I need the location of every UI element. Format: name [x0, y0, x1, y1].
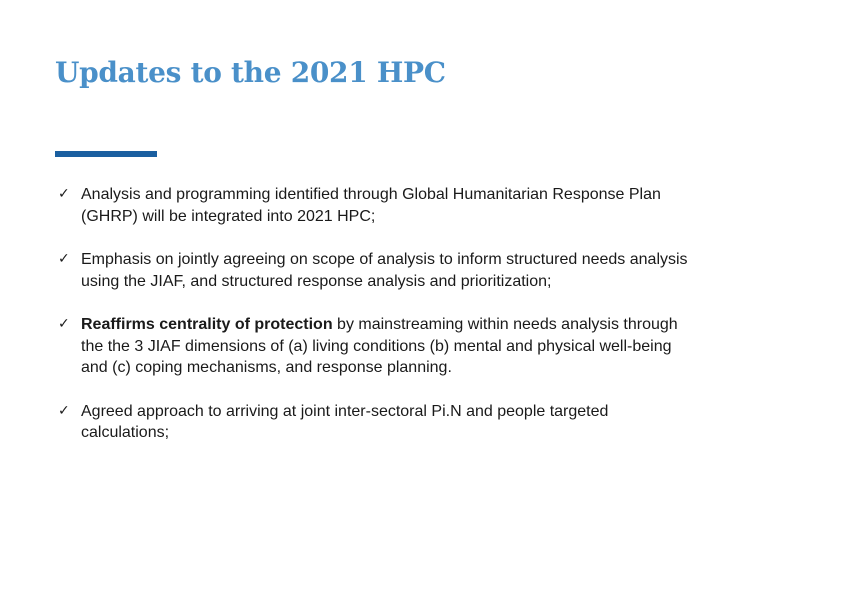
bullet-item — [58, 314, 698, 379]
bullet-item — [58, 401, 698, 444]
title-underline-bar — [55, 151, 157, 157]
bullet-list — [58, 184, 698, 466]
slide-title: Updates to the 2021 HPC — [55, 56, 446, 89]
check-icon: ✓ — [58, 251, 70, 267]
check-icon: ✓ — [58, 186, 70, 202]
bullet-text: by mainstreaming within needs analysis through the the 3 JIAF dimensions of (a) living conditions (b) mental and physical well-being and (c) coping mechanisms, and response planning. — [81, 316, 678, 376]
bullet-text: Analysis and programming identified through Global Humanitarian Response Plan (GHRP) will be integrated into 2021 HPC; — [81, 186, 661, 225]
check-icon: ✓ — [58, 402, 70, 419]
bullet-text: Emphasis on jointly agreeing on scope of analysis to inform structured needs analysis using the JIAF, and structured response analysis and prioritization; — [81, 251, 688, 290]
bullet-bold-text: Reaffirms centrality of protection — [81, 316, 333, 333]
bullet-item — [58, 249, 698, 292]
check-icon: ✓ — [58, 316, 70, 332]
bullet-text: Agreed approach to arriving at joint inter-sectoral Pi.N and people targeted calculations; — [81, 402, 609, 441]
bullet-item — [58, 184, 698, 227]
